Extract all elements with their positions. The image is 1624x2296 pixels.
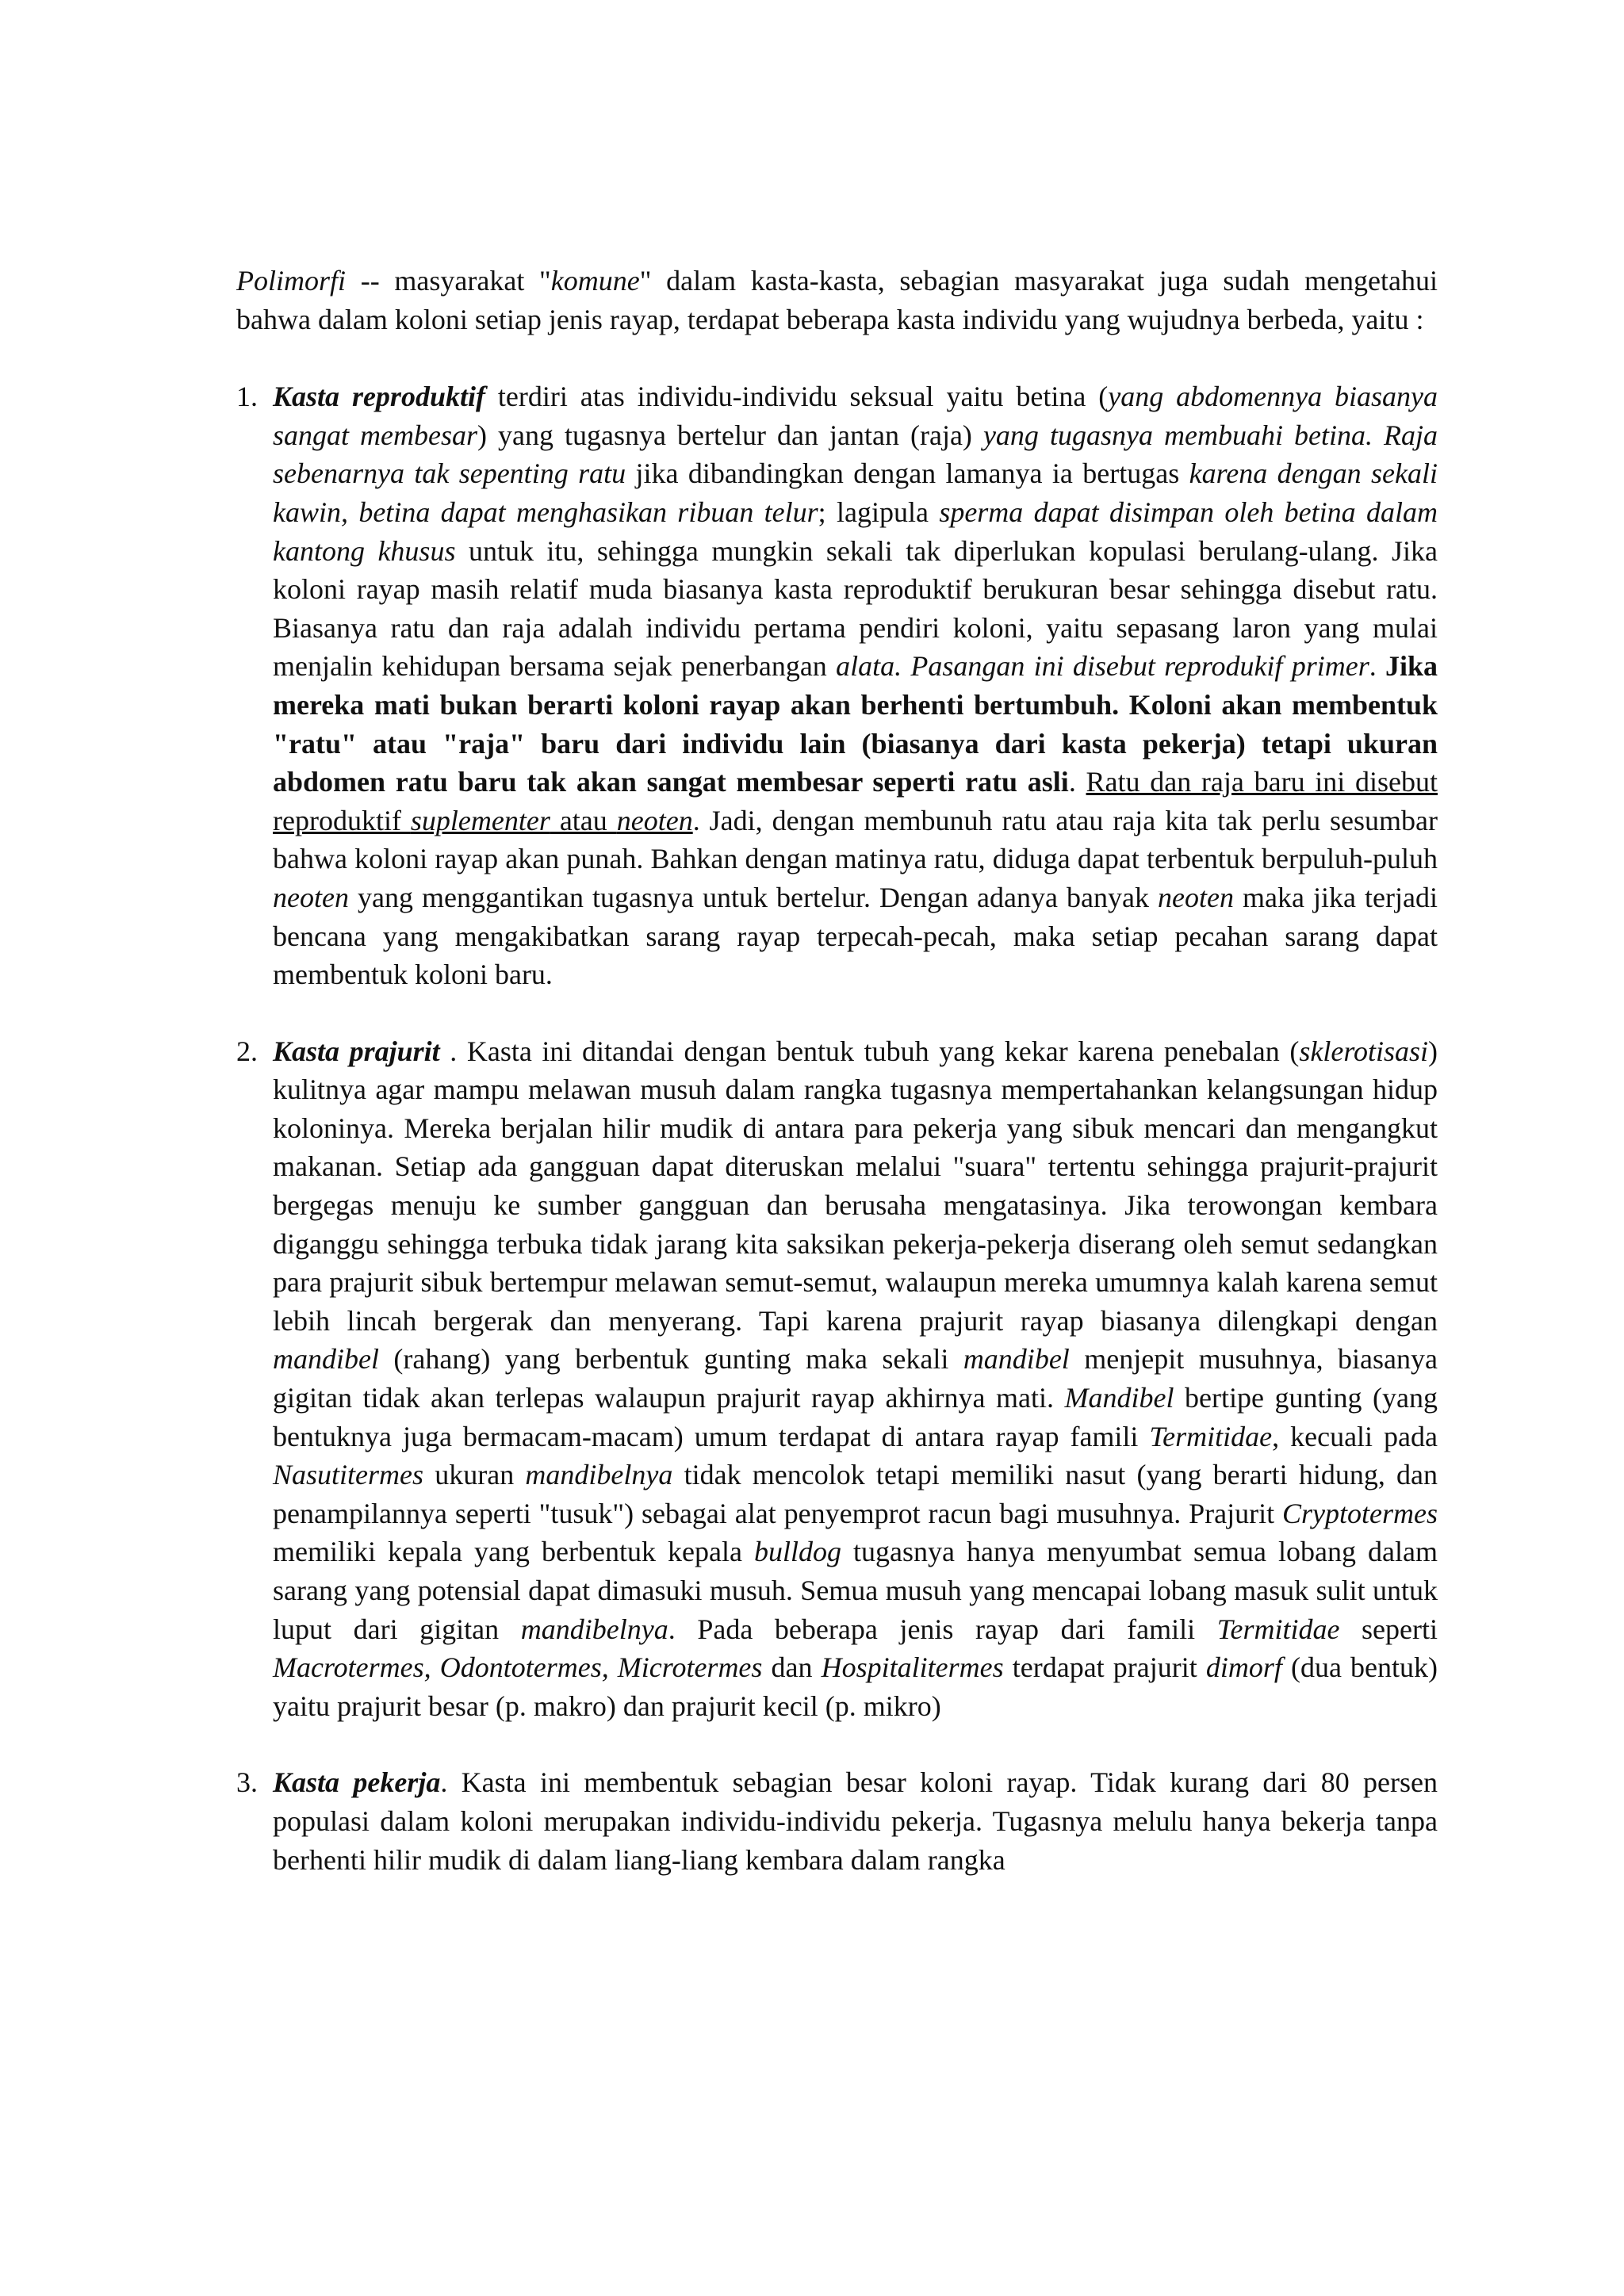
text-run: (dua bentuk) yaitu prajurit besar (p. makro) dan prajurit kecil (p. mikro) xyxy=(273,1651,1438,1722)
list-number: 1. xyxy=(236,381,258,413)
list-item-text xyxy=(273,381,1438,990)
list-item-soldier-caste xyxy=(236,1032,1438,1726)
text-run: (rahang) yang berbentuk gunting maka sekali xyxy=(378,1343,963,1376)
text-run: Macrotermes, Odontotermes, Microtermes xyxy=(273,1651,763,1684)
text-run: . Jadi, dengan membunuh ratu atau raja kita tak perlu sesumbar bahwa koloni rayap akan punah. Bahkan dengan matinya ratu, diduga dapat terbentuk berpuluh-puluh xyxy=(273,804,1438,875)
text-run: komune xyxy=(550,265,640,297)
text-run: Kasta reproduktif xyxy=(273,381,485,413)
text-run: neoten xyxy=(616,804,693,836)
text-run: . xyxy=(1068,766,1086,798)
text-run: dan xyxy=(762,1651,822,1684)
text-run: suplementer xyxy=(410,804,550,836)
text-run: terdapat prajurit xyxy=(1003,1651,1206,1684)
text-run: bulldog xyxy=(753,1536,841,1568)
text-run: ) yang tugasnya bertelur dan jantan (raja) xyxy=(477,419,983,451)
text-run: sklerotisasi xyxy=(1299,1035,1429,1067)
text-run: " dalam kasta-kasta, sebagian masyarakat juga sudah mengetahui bahwa dalam koloni setiap jenis rayap, terdapat beberapa kasta individu yang wujudnya berbeda, yaitu : xyxy=(236,265,1438,335)
caste-list xyxy=(236,377,1438,1879)
text-run: neoten xyxy=(1158,881,1234,913)
text-run: . xyxy=(1369,650,1385,683)
text-run: tugasnya hanya menyumbat semua lobang dalam sarang yang potensial dapat dimasuki musuh. Semua musuh yang mencapai lobang masuk sulit untuk luput dari gigitan xyxy=(273,1536,1438,1645)
list-item-text xyxy=(273,1035,1438,1722)
text-run: ukuran xyxy=(423,1459,526,1491)
text-run: . Pada beberapa jenis rayap dari famili xyxy=(668,1613,1217,1645)
text-run: Ratu dan raja baru ini disebut reproduktif xyxy=(273,766,1438,836)
text-run: Termitidae xyxy=(1216,1613,1340,1645)
text-run: tidak mencolok tetapi memiliki nasut (yang berarti hidung, dan penampilannya seperti "tusuk") sebagai alat penyemprot racun bagi musuhnya. Prajurit xyxy=(273,1459,1438,1529)
text-run: dimorf xyxy=(1205,1651,1282,1684)
text-run: memiliki kepala yang berbentuk kepala xyxy=(273,1536,754,1568)
text-run: jika dibandingkan dengan lamanya ia bertugas xyxy=(626,457,1189,490)
text-run: untuk itu, sehingga mungkin sekali tak diperlukan kopulasi berulang-ulang. Jika koloni rayap masih relatif muda biasanya kasta reproduktif berukuran besar sehingga disebut ratu. Biasanya ratu dan raja adalah individu pertama pendiri koloni, yaitu sepasang laron yang mulai menjalin kehidupan bersama sejak penerbangan xyxy=(273,534,1438,683)
list-item-worker-caste xyxy=(236,1763,1438,1879)
text-run: Kasta prajurit xyxy=(273,1035,440,1067)
text-run: neoten xyxy=(273,881,349,913)
text-run: terdiri atas individu-individu seksual yaitu betina ( xyxy=(485,381,1109,413)
text-run: maka jika terjadi bencana yang mengakibatkan sarang rayap terpecah-pecah, maka setiap pecahan sarang dapat membentuk koloni baru. xyxy=(273,881,1438,991)
text-run: yang abdomennya biasanya sangat membesar xyxy=(273,381,1438,451)
text-run: bertipe gunting (yang bentuknya juga bermacam-macam) umum terdapat di antara rayap famili xyxy=(273,1382,1438,1452)
text-run: , kecuali pada xyxy=(1272,1420,1438,1452)
text-run: yang menggantikan tugasnya untuk bertelur. Dengan adanya banyak xyxy=(348,881,1158,913)
text-run: mandibel xyxy=(273,1343,379,1376)
text-run: seperti xyxy=(1339,1613,1438,1645)
text-run: atau xyxy=(550,804,617,836)
text-run: ) kulitnya agar mampu melawan musuh dalam rangka tugasnya mempertahankan kelangsungan hidup koloninya. Mereka berjalan hilir mudik di antara para pekerja yang sibuk mencari dan mengangkut makanan. Setiap ada gangguan dapat diteruskan melalui "suara" tertentu sehingga prajurit-prajurit bergegas menuju ke sumber gangguan dan berusaha mengatasinya. Jika terowongan kembara diganggu sehingga terbuka tidak jarang kita saksikan pekerja-pekerja diserang oleh semut sedangkan para prajurit sibuk bertempur melawan semut-semut, walaupun mereka umumnya kalah karena semut lebih lincah bergerak dan menyerang. Tapi karena prajurit rayap biasanya dilengkapi dengan xyxy=(273,1035,1438,1337)
text-run: karena dengan sekali kawin, betina dapat menghasikan ribuan telur xyxy=(273,457,1438,528)
text-run: Termitidae xyxy=(1149,1420,1273,1452)
text-run: Jika mereka mati bukan berarti koloni rayap akan berhenti bertumbuh. Koloni akan membentuk "ratu" atau "raja" baru dari individu lain (biasanya dari kasta pekerja) tetapi ukuran abdomen ratu baru tak akan sangat membesar seperti ratu asli xyxy=(273,650,1438,798)
list-item-text xyxy=(273,1766,1438,1875)
text-run: mandibelnya xyxy=(525,1459,673,1491)
text-run: Kasta pekerja xyxy=(273,1766,441,1799)
text-run: Hospitalitermes xyxy=(821,1651,1004,1684)
text-run: -- masyarakat " xyxy=(346,265,551,297)
intro-paragraph xyxy=(236,262,1438,339)
text-run: Cryptotermes xyxy=(1282,1497,1438,1529)
text-run: Mandibel xyxy=(1064,1382,1174,1414)
text-run: sperma dapat disimpan oleh betina dalam kantong khusus xyxy=(273,496,1438,567)
text-run: mandibel xyxy=(963,1343,1070,1376)
text-run: mandibelnya xyxy=(520,1613,668,1645)
text-run: alata. Pasangan ini disebut reprodukif primer xyxy=(836,650,1369,683)
text-run: . Kasta ini ditandai dengan bentuk tubuh yang kekar karena penebalan ( xyxy=(439,1035,1300,1067)
text-run: . Kasta ini membentuk sebagian besar koloni rayap. Tidak kurang dari 80 persen populasi dalam koloni merupakan individu-individu pekerja. Tugasnya melulu hanya bekerja tanpa berhenti hilir mudik di dalam liang-liang kembara dalam rangka xyxy=(273,1766,1438,1876)
text-run: Nasutitermes xyxy=(273,1459,424,1491)
list-number: 3. xyxy=(236,1766,258,1799)
text-run: yang tugasnya membuahi betina. Raja sebenarnya tak sepenting ratu xyxy=(273,419,1438,490)
text-run: menjepit musuhnya, biasanya gigitan tidak akan terlepas walaupun prajurit rayap akhirnya mati. xyxy=(273,1343,1438,1414)
text-run: ; lagipula xyxy=(818,496,940,528)
text-run: Polimorfi xyxy=(236,265,347,297)
list-item-reproductive-caste xyxy=(236,377,1438,994)
list-number: 2. xyxy=(236,1035,258,1067)
